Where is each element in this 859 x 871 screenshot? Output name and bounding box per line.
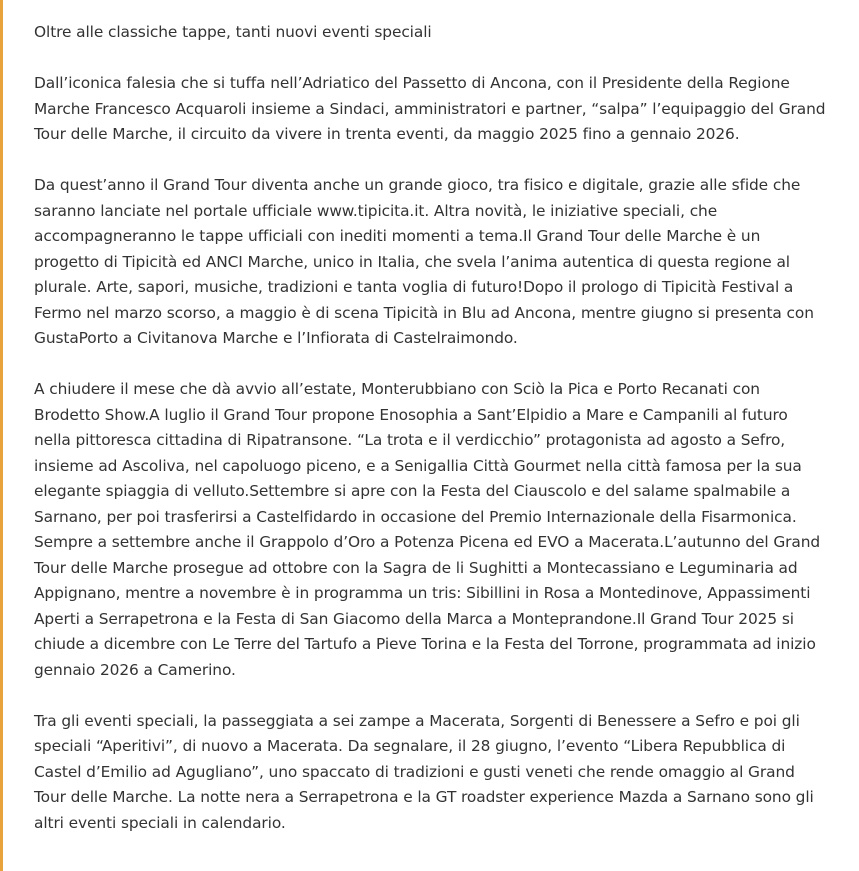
article-paragraph-special-events: Tra gli eventi speciali, la passeggiata a sei zampe a Macerata, Sorgenti di Benessere a Sefro e poi gli speciali “Aperitivi”, di nuovo a Macerata. Da segnalare, il 28 giugno, l’evento “Libera Repubblica di Castel d’Emilio ad Agugliano”, uno spaccato di tradizioni e gusti veneti che rende omaggio al Grand Tour delle Marche. La notte nera a Serrapetrona e la GT roadster experience Mazda a Sarnano sono gli altri eventi speciali in calendario. [34,711,814,832]
article-body [34,20,826,836]
article-paragraph-game: Da quest’anno il Grand Tour diventa anche un grande gioco, tra fisico e digitale, grazie alle sfide che saranno lanciate nel portale ufficiale www.tipicita.it. Altra novità, le iniziative speciali, che accompagneranno le tappe ufficiali con inediti momenti a tema.Il Grand Tour delle Marche è un progetto di Tipicità ed ANCI Marche, unico in Italia, che svela l’anima autentica di questa regione al plurale. Arte, sapori, musiche, tradizioni e tanta voglia di futuro!Dopo il prologo di Tipicità Festival a Fermo nel marzo scorso, a maggio è di scena Tipicità in Blu ad Ancona, mentre giugno si presenta con GustaPorto a Civitanova Marche e l’Infiorata di Castelraimondo. [34,176,814,347]
article-subtitle: Oltre alle classiche tappe, tanti nuovi eventi speciali [34,23,432,41]
left-accent-border [0,0,3,871]
article-paragraph-intro: Dall’iconica falesia che si tuffa nell’Adriatico del Passetto di Ancona, con il Presidente della Regione Marche Francesco Acquaroli insieme a Sindaci, amministratori e partner, “salpa” l’equipaggio del Grand Tour delle Marche, il circuito da vivere in trenta eventi, da maggio 2025 fino a gennaio 2026. [34,74,826,143]
article-paragraph-calendar: A chiudere il mese che dà avvio all’estate, Monterubbiano con Sciò la Pica e Porto Recanati con Brodetto Show.A luglio il Grand Tour propone Enosophia a Sant’Elpidio a Mare e Campanili al futuro nella pittoresca cittadina di Ripatransone. “La trota e il verdicchio” protagonista ad agosto a Sefro, insieme ad Ascoliva, nel capoluogo piceno, e a Senigallia Città Gourmet nella città famosa per la sua elegante spiaggia di velluto.Settembre si apre con la Festa del Ciauscolo e del salame spalmabile a Sarnano, per poi trasferirsi a Castelfidardo in occasione del Premio Internazionale della Fisarmonica. Sempre a settembre anche il Grappolo d’Oro a Potenza Picena ed EVO a Macerata.L’autunno del Grand Tour delle Marche prosegue ad ottobre con la Sagra de li Sughitti a Montecassiano e Leguminaria ad Appignano, mentre a novembre è in programma un tris: Sibillini in Rosa a Montedinove, Appassimenti Aperti a Serrapetrona e la Festa di San Giacomo della Marca a Monteprandone.Il Grand Tour 2025 si chiude a dicembre con Le Terre del Tartufo a Pieve Torina e la Festa del Torrone, programmata ad inizio gennaio 2026 a Camerino. [34,380,821,679]
